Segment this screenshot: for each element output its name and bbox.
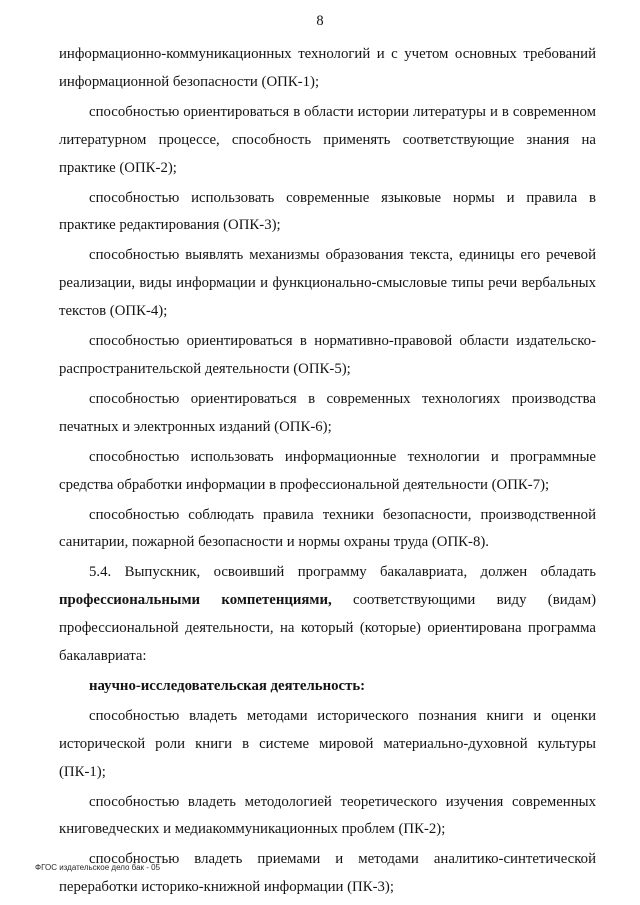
activity-subheading: научно-исследовательская деятельность: bbox=[89, 677, 366, 694]
competence-item-pk-2: способностью владеть методологией теоретического изучения современных книговедческих и медиакоммуникационных проблем (ПК-2); bbox=[59, 793, 596, 838]
competence-item-opk-2: способностью ориентироваться в области истории литературы и в современном литературном процессе, способность применять соответствующие знания на практике (ОПК-2); bbox=[59, 103, 596, 176]
competence-item-pk-1: способностью владеть методами исторического познания книги и оценки исторической роли книги в системе мировой материально-духовной культуры (ПК-1); bbox=[59, 707, 596, 780]
competence-item-opk-7: способностью использовать информационные технологии и программные средства обработки информации в профессиональной деятельности (ОПК-7); bbox=[59, 448, 596, 493]
competence-item-pk-3: способностью владеть приемами и методами аналитико-синтетической переработки историко-книжной информации (ПК-3); bbox=[59, 851, 596, 896]
section-lead-text: 5.4. Выпускник, освоивший программу бакалавриата, должен обладать bbox=[89, 564, 596, 581]
section-bold-term: профессиональными компетенциями, bbox=[59, 592, 332, 609]
section-5-4-paragraph bbox=[59, 559, 596, 671]
competence-item-opk-6: способностью ориентироваться в современных технологиях производства печатных и электронных изданий (ОПК-6); bbox=[59, 390, 596, 435]
paragraph-intro-continuation: информационно-коммуникационных технологий и с учетом основных требований информационной безопасности (ОПК-1); bbox=[59, 46, 596, 90]
page-number: 8 bbox=[316, 13, 324, 29]
section-rest-text: соответствующими виду (видам) профессиональной деятельности, на который (которые) ориентирована программа бакалавриата: bbox=[59, 592, 597, 665]
page-footer: ФГОС издательское дело бак - 05 bbox=[35, 863, 161, 872]
competence-item-opk-5: способностью ориентироваться в нормативно-правовой области издательско-распространительской деятельности (ОПК-5); bbox=[59, 333, 596, 377]
competence-item-opk-4: способностью выявлять механизмы образования текста, единицы его речевой реализации, виды информации и функционально-смысловые типы речи вербальных текстов (ОПК-4); bbox=[59, 247, 596, 320]
competence-item-opk-3: способностью использовать современные языковые нормы и правила в практике редактирования (ОПК-3); bbox=[59, 189, 596, 234]
competence-item-opk-8: способностью соблюдать правила техники безопасности, производственной санитарии, пожарной безопасности и нормы охраны труда (ОПК-8). bbox=[59, 506, 596, 551]
page-content bbox=[59, 41, 596, 902]
